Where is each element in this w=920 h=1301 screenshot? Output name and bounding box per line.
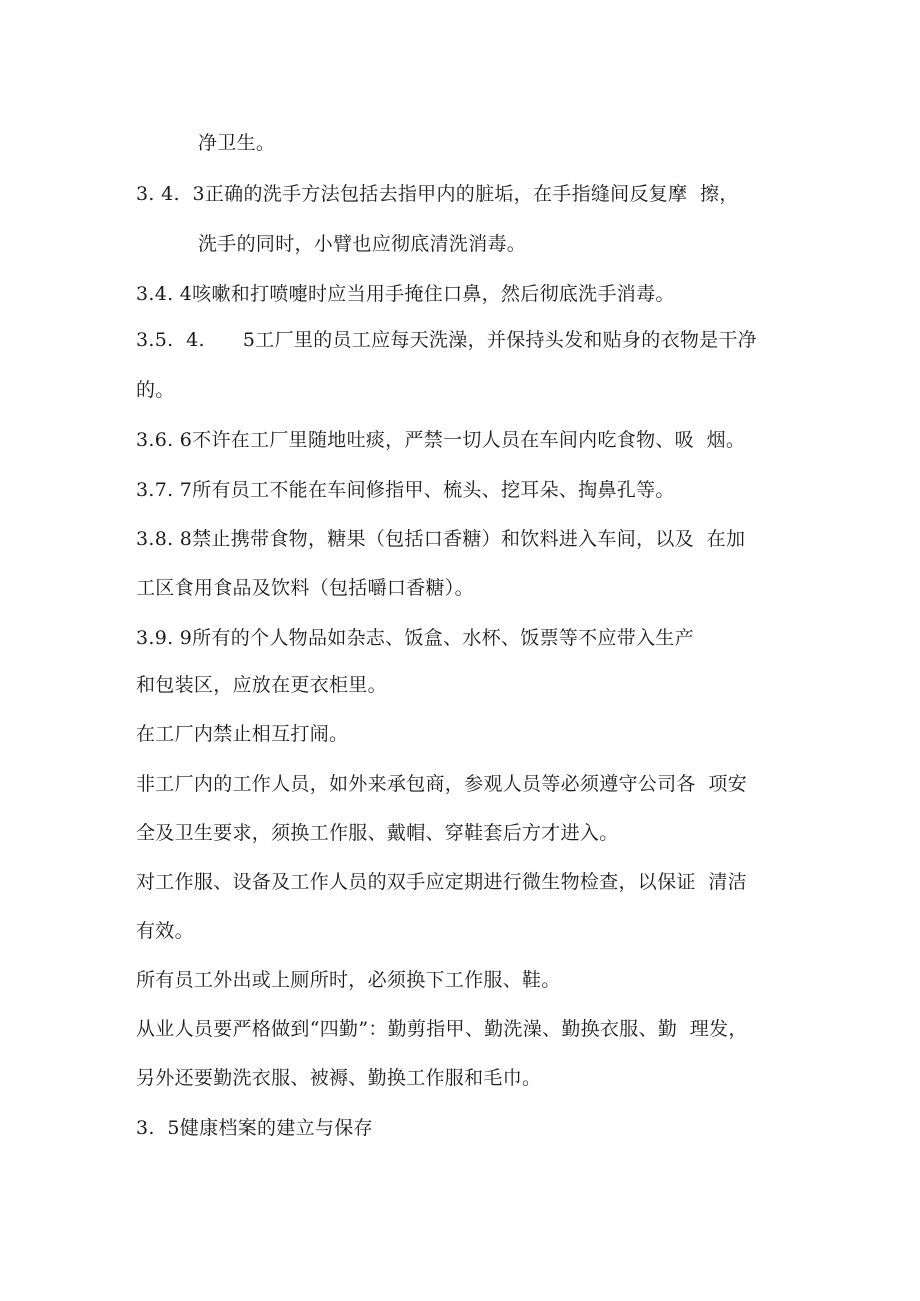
text-line: 3.8. 8禁止携带食物，糖果（包括口香糖）和饮料进入车间，以及 在加 bbox=[136, 528, 746, 550]
text-line: 另外还要勤洗衣服、被褥、勤换工作服和毛巾。 bbox=[136, 1067, 542, 1089]
text-line: 净卫生。 bbox=[198, 132, 276, 154]
text-line: 非工厂内的工作人员，如外来承包商，参观人员等必须遵守公司各 项安 bbox=[136, 773, 747, 795]
text-line: 的。 bbox=[136, 379, 175, 401]
text-line: 洗手的同时，小臂也应彻底清洗消毒。 bbox=[198, 233, 527, 255]
section-heading: 3. 5健康档案的建立与保存 bbox=[136, 1117, 373, 1139]
text-line: 3.6. 6不许在工厂里随地吐痰，严禁一切人员在车间内吃食物、吸 烟。 bbox=[136, 429, 746, 451]
text-line: 在工厂内禁止相互打闹。 bbox=[136, 723, 349, 745]
text-line: 3.7. 7所有员工不能在车间修指甲、梳头、挖耳朵、掏鼻孔等。 bbox=[136, 479, 675, 501]
text-line: 所有员工外出或上厕所时，必须换下工作服、鞋。 bbox=[136, 969, 561, 991]
text-line: 有效。 bbox=[136, 920, 194, 942]
text-line: 对工作服、设备及工作人员的双手应定期进行微生物检查，以保证 清洁 bbox=[136, 871, 747, 893]
text-line: 3.5. 4. 5工厂里的员工应每天洗澡，并保持头发和贴身的衣物是干净 bbox=[136, 329, 758, 351]
text-line: 全及卫生要求，须换工作服、戴帽、穿鞋套后方才进入。 bbox=[136, 822, 619, 844]
text-line: 从业人员要严格做到“四勤”：勤剪指甲、勤洗澡、勤换衣服、勤 理发， bbox=[136, 1018, 748, 1040]
text-line: 3. 4. 3正确的洗手方法包括去指甲内的脏垢，在手指缝间反复摩 擦， bbox=[136, 183, 739, 205]
text-line: 3.4. 4咳嗽和打喷嚏时应当用手掩住口鼻，然后彻底洗手消毒。 bbox=[136, 283, 675, 305]
text-line: 工区食用食品及饮料（包括嚼口香糖）。 bbox=[136, 577, 474, 599]
text-line: 和包装区，应放在更衣柜里。 bbox=[136, 674, 387, 696]
text-line: 3.9. 9所有的个人物品如杂志、饭盒、水杯、饭票等不应带入生产 bbox=[136, 627, 694, 649]
